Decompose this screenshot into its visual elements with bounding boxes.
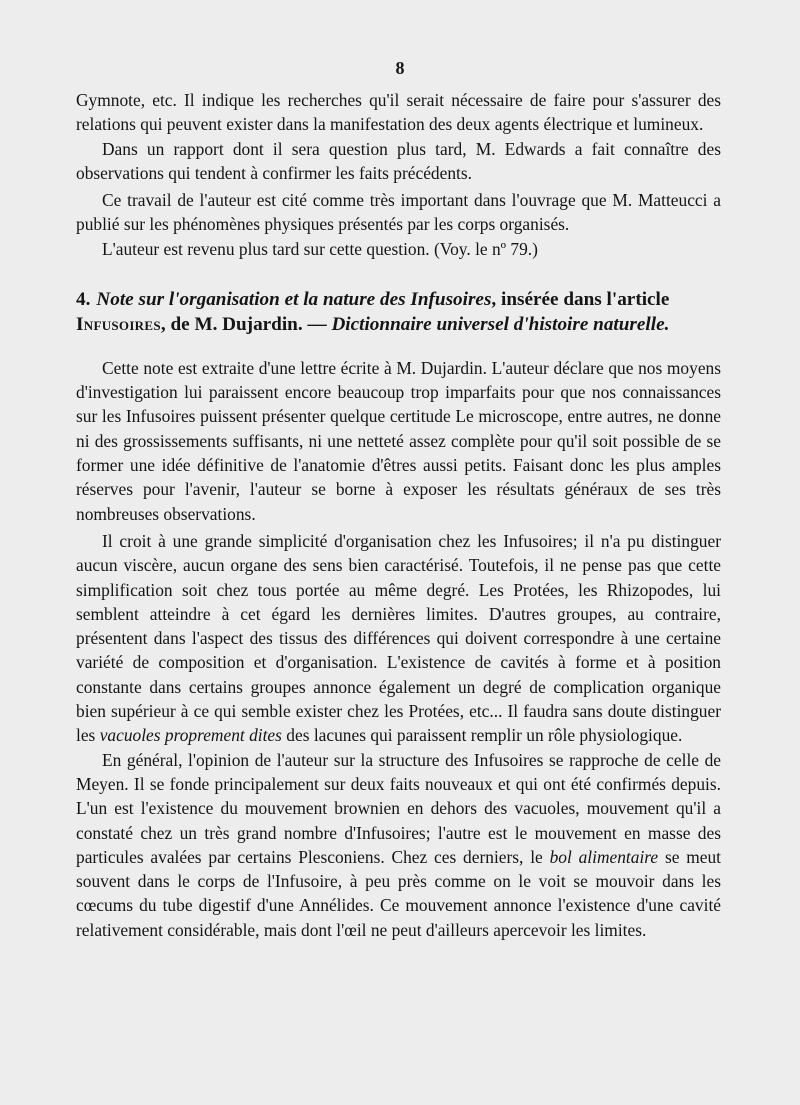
section-heading [76, 287, 721, 338]
page-number: 8 [395, 58, 405, 78]
body-paragraph-2 [76, 529, 721, 748]
intro-paragraph-3: Ce travail de l'auteur est cité comme très important dans l'ouvrage que M. Matteucci a publié sur les phénomènes physiques présentés par les corps organisés. [76, 190, 721, 235]
body-paragraph-3 [76, 748, 721, 942]
body-paragraph-2-italic: vacuoles proprement dites [99, 725, 282, 746]
intro-paragraph-1: Gymnote, etc. Il indique les recherches qu'il serait nécessaire de faire pour s'assurer des relations qui peuvent exister dans la manifestation des deux agents électrique et lumineux. [76, 90, 721, 135]
body-paragraph-1: Cette note est extraite d'une lettre écrite à M. Dujardin. L'auteur déclare que nos moyens d'investigation lui paraissent encore beaucoup trop imparfaits pour que nos connaissances sur les Infusoires puissent présenter quelque certitude Le microscope, entre autres, ne donne ni des grossissements suffisants, ni une netteté assez complète pour qu'il soit possible de se former une idée définitive de l'anatomie d'êtres aussi petits. Faisant donc les plus amples réserves pour l'avenir, l'auteur se borne à exposer les résultats généraux de ses très nombreuses observations. [76, 357, 721, 524]
body-paragraph-3-text-b: se meut souvent dans le corps de l'Infusoire, à peu près comme on le voit se mouvoir dans les cœcums du tube digestif d'une Annélides. Ce mouvement annonce l'existence d'une cavité relativement considérable, mais dont l'œil ne peut d'ailleurs apercevoir les limites. [76, 846, 722, 940]
section-title-connector: , insérée dans l'article [491, 289, 670, 311]
page-content [76, 88, 721, 942]
body-paragraph-3-text-a: En général, l'opinion de l'auteur sur la structure des Infusoires se rapproche de celle de Meyen. Il se fonde principalement sur deux faits nouveaux et qui ont été confirmés depuis. L'un est l'existence du mouvement brownien en dehors des vacuoles, mouvement qu'il a constaté chez un très grand nombre d'Infusoires; l'autre est le mouvement en masse des particules avalées par certains Plesconiens. Chez ces derniers, le [76, 749, 721, 867]
section-author: , de M. Dujardin. — [160, 314, 327, 336]
body-paragraph-2-text-b: des lacunes qui paraissent remplir un rôle physiologique. [286, 725, 683, 746]
section-title: Note sur l'organisation et la nature des Infusoires [96, 289, 492, 311]
section-number: 4. [76, 289, 91, 311]
intro-paragraph-2: Dans un rapport dont il sera question plus tard, M. Edwards a fait connaître des observations qui tendent à confirmer les faits précédents. [76, 138, 721, 183]
intro-paragraph-4: L'auteur est revenu plus tard sur cette question. (Voy. le nº 79.) [102, 238, 538, 259]
body-paragraph-2-text-a: Il croit à une grande simplicité d'organisation chez les Infusoires; il n'a pu distinguer aucun viscère, aucun organe des sens bien caractérisé. Toutefois, il ne pense pas que cette simplification soit chez tous portée au même degré. Les Protées, les Rhizopodes, lui semblent atteindre à cet égard les dernières limites. D'autres groupes, au contraire, présentent dans l'aspect des tissus des différences qui doivent correspondre à une certaine variété de composition et d'organisation. L'existence de cavités à forme et à position constante dans certains groupes annonce également un degré de complication organique bien supérieur à ce qui semble exister chez les Protées, etc... Il faudra sans doute distinguer les [76, 530, 721, 746]
body-paragraph-3-italic: bol alimentaire [549, 846, 659, 867]
section-article-name: Infusoires [76, 314, 161, 336]
section-source: Dictionnaire universel d'histoire naturelle. [331, 314, 670, 336]
